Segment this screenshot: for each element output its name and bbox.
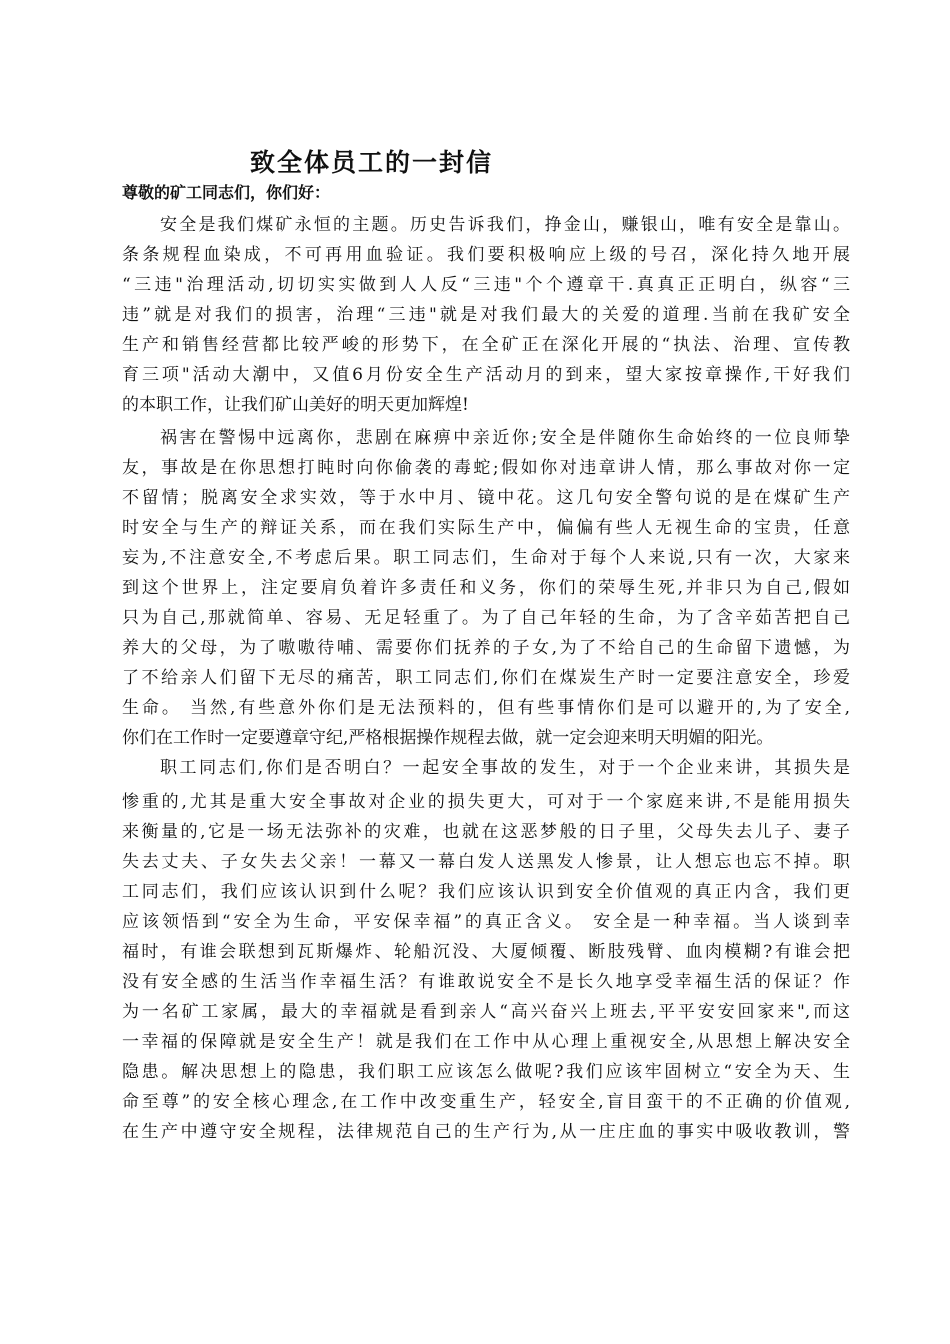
body-text-line: 的本职工作，让我们矿山美好的明天更加辉煌! [122,395,469,415]
body-text-line: 隐患。解决思想上的隐患，我们职工应该怎么做呢?我们应该牢固树立“安全为天、生 [122,1062,850,1082]
body-text-line: 命至尊”的安全核心理念,在工作中改变重生产，轻安全,盲目蛮干的不正确的价值观, [122,1092,850,1112]
body-text-line: 育三项"活动大潮中，又值6月份安全生产活动月的到来，望大家按章操作,干好我们 [122,365,850,385]
body-text-line: 失去丈夫、子女失去父亲！一幕又一幕白发人送黑发人惨景，让人想忘也忘不掉。职 [122,852,850,872]
body-text-line: 时安全与生产的辩证关系，而在我们实际生产中，偏偏有些人无视生命的宝贵，任意 [122,518,850,538]
body-text-line: 违”就是对我们的损害，治理“三违"就是对我们最大的关爱的道理.当前在我矿安全 [122,305,850,325]
body-text-line: “三违"治理活动,切切实实做到人人反“三违"个个遵章干.真真正正明白，纵容“三 [122,275,850,295]
salutation: 尊敬的矿工同志们，你们好： [122,183,331,202]
body-text-line: 福时，有谁会联想到瓦斯爆炸、轮船沉没、大厦倾覆、断肢残臂、血肉模糊?有谁会把 [122,942,850,962]
body-text-line: 惨重的,尤其是重大安全事故对企业的损失更大，可对于一个家庭来讲,不是能用损失 [122,792,850,812]
body-text-line: 在生产中遵守安全规程，法律规范自己的生产行为,从一庄庄血的事实中吸收教训，警 [122,1122,850,1142]
body-text-line: 生产和销售经营都比较严峻的形势下，在全矿正在深化开展的“执法、治理、宣传教 [122,335,850,355]
body-text-line: 应该领悟到“安全为生命，平安保幸福”的真正含义。 安全是一种幸福。当人谈到幸 [122,912,850,932]
body-text-line: 养大的父母，为了嗷嗷待哺、需要你们抚养的子女,为了不给自己的生命留下遗憾，为 [122,638,850,658]
body-text-line: 来衡量的,它是一场无法弥补的灾难，也就在这恶梦般的日子里，父母失去儿子、妻子 [122,822,850,842]
body-text-line: 一幸福的保障就是安全生产！就是我们在工作中从心理上重视安全,从思想上解决安全 [122,1032,850,1052]
body-text-line: 没有安全感的生活当作幸福生活？有谁敢说安全不是长久地享受幸福生活的保证？作 [122,972,850,992]
body-text-line: 为一名矿工家属，最大的幸福就是看到亲人“高兴奋兴上班去,平平安安回家来",而这 [122,1002,850,1022]
body-text-line: 妄为,不注意安全,不考虑后果。职工同志们，生命对于每个人来说,只有一次，大家来 [122,548,850,568]
body-text-line: 友，事故是在你思想打盹时向你偷袭的毒蛇;假如你对违章讲人情，那么事故对你一定 [122,458,850,478]
document-title: 致全体员工的一封信 [250,148,494,177]
body-text-line: 只为自己,那就简单、容易、无足轻重了。为了自己年轻的生命，为了含辛茹苦把自己 [122,608,850,628]
body-text-line: 职工同志们,你们是否明白？一起安全事故的发生，对于一个企业来讲，其损失是 [160,758,850,778]
body-text-line: 祸害在警惕中远离你，悲剧在麻痹中亲近你;安全是伴随你生命始终的一位良师挚 [160,428,850,448]
body-text-line: 了不给亲人们留下无尽的痛苦，职工同志们,你们在煤炭生产时一定要注意安全，珍爱 [122,668,850,688]
body-text-line: 生命。 当然,有些意外你们是无法预料的，但有些事情你们是可以避开的,为了安全, [122,698,850,718]
body-text-line: 工同志们，我们应该认识到什么呢？我们应该认识到安全价值观的真正内含，我们更 [122,882,850,902]
body-text-line: 你们在工作时一定要遵章守纪,严格根据操作规程去做，就一定会迎来明天明媚的阳光。 [122,728,774,748]
body-text-line: 条条规程血染成，不可再用血验证。我们要积极响应上级的号召，深化持久地开展 [122,245,850,265]
body-text-line: 不留情；脱离安全求实效，等于水中月、镜中花。这几句安全警句说的是在煤矿生产 [122,488,850,508]
body-text-line: 安全是我们煤矿永恒的主题。历史告诉我们，挣金山，赚银山，唯有安全是靠山。 [160,215,850,235]
body-text-line: 到这个世界上，注定要肩负着许多责任和义务，你们的荣辱生死,并非只为自己,假如 [122,578,850,598]
